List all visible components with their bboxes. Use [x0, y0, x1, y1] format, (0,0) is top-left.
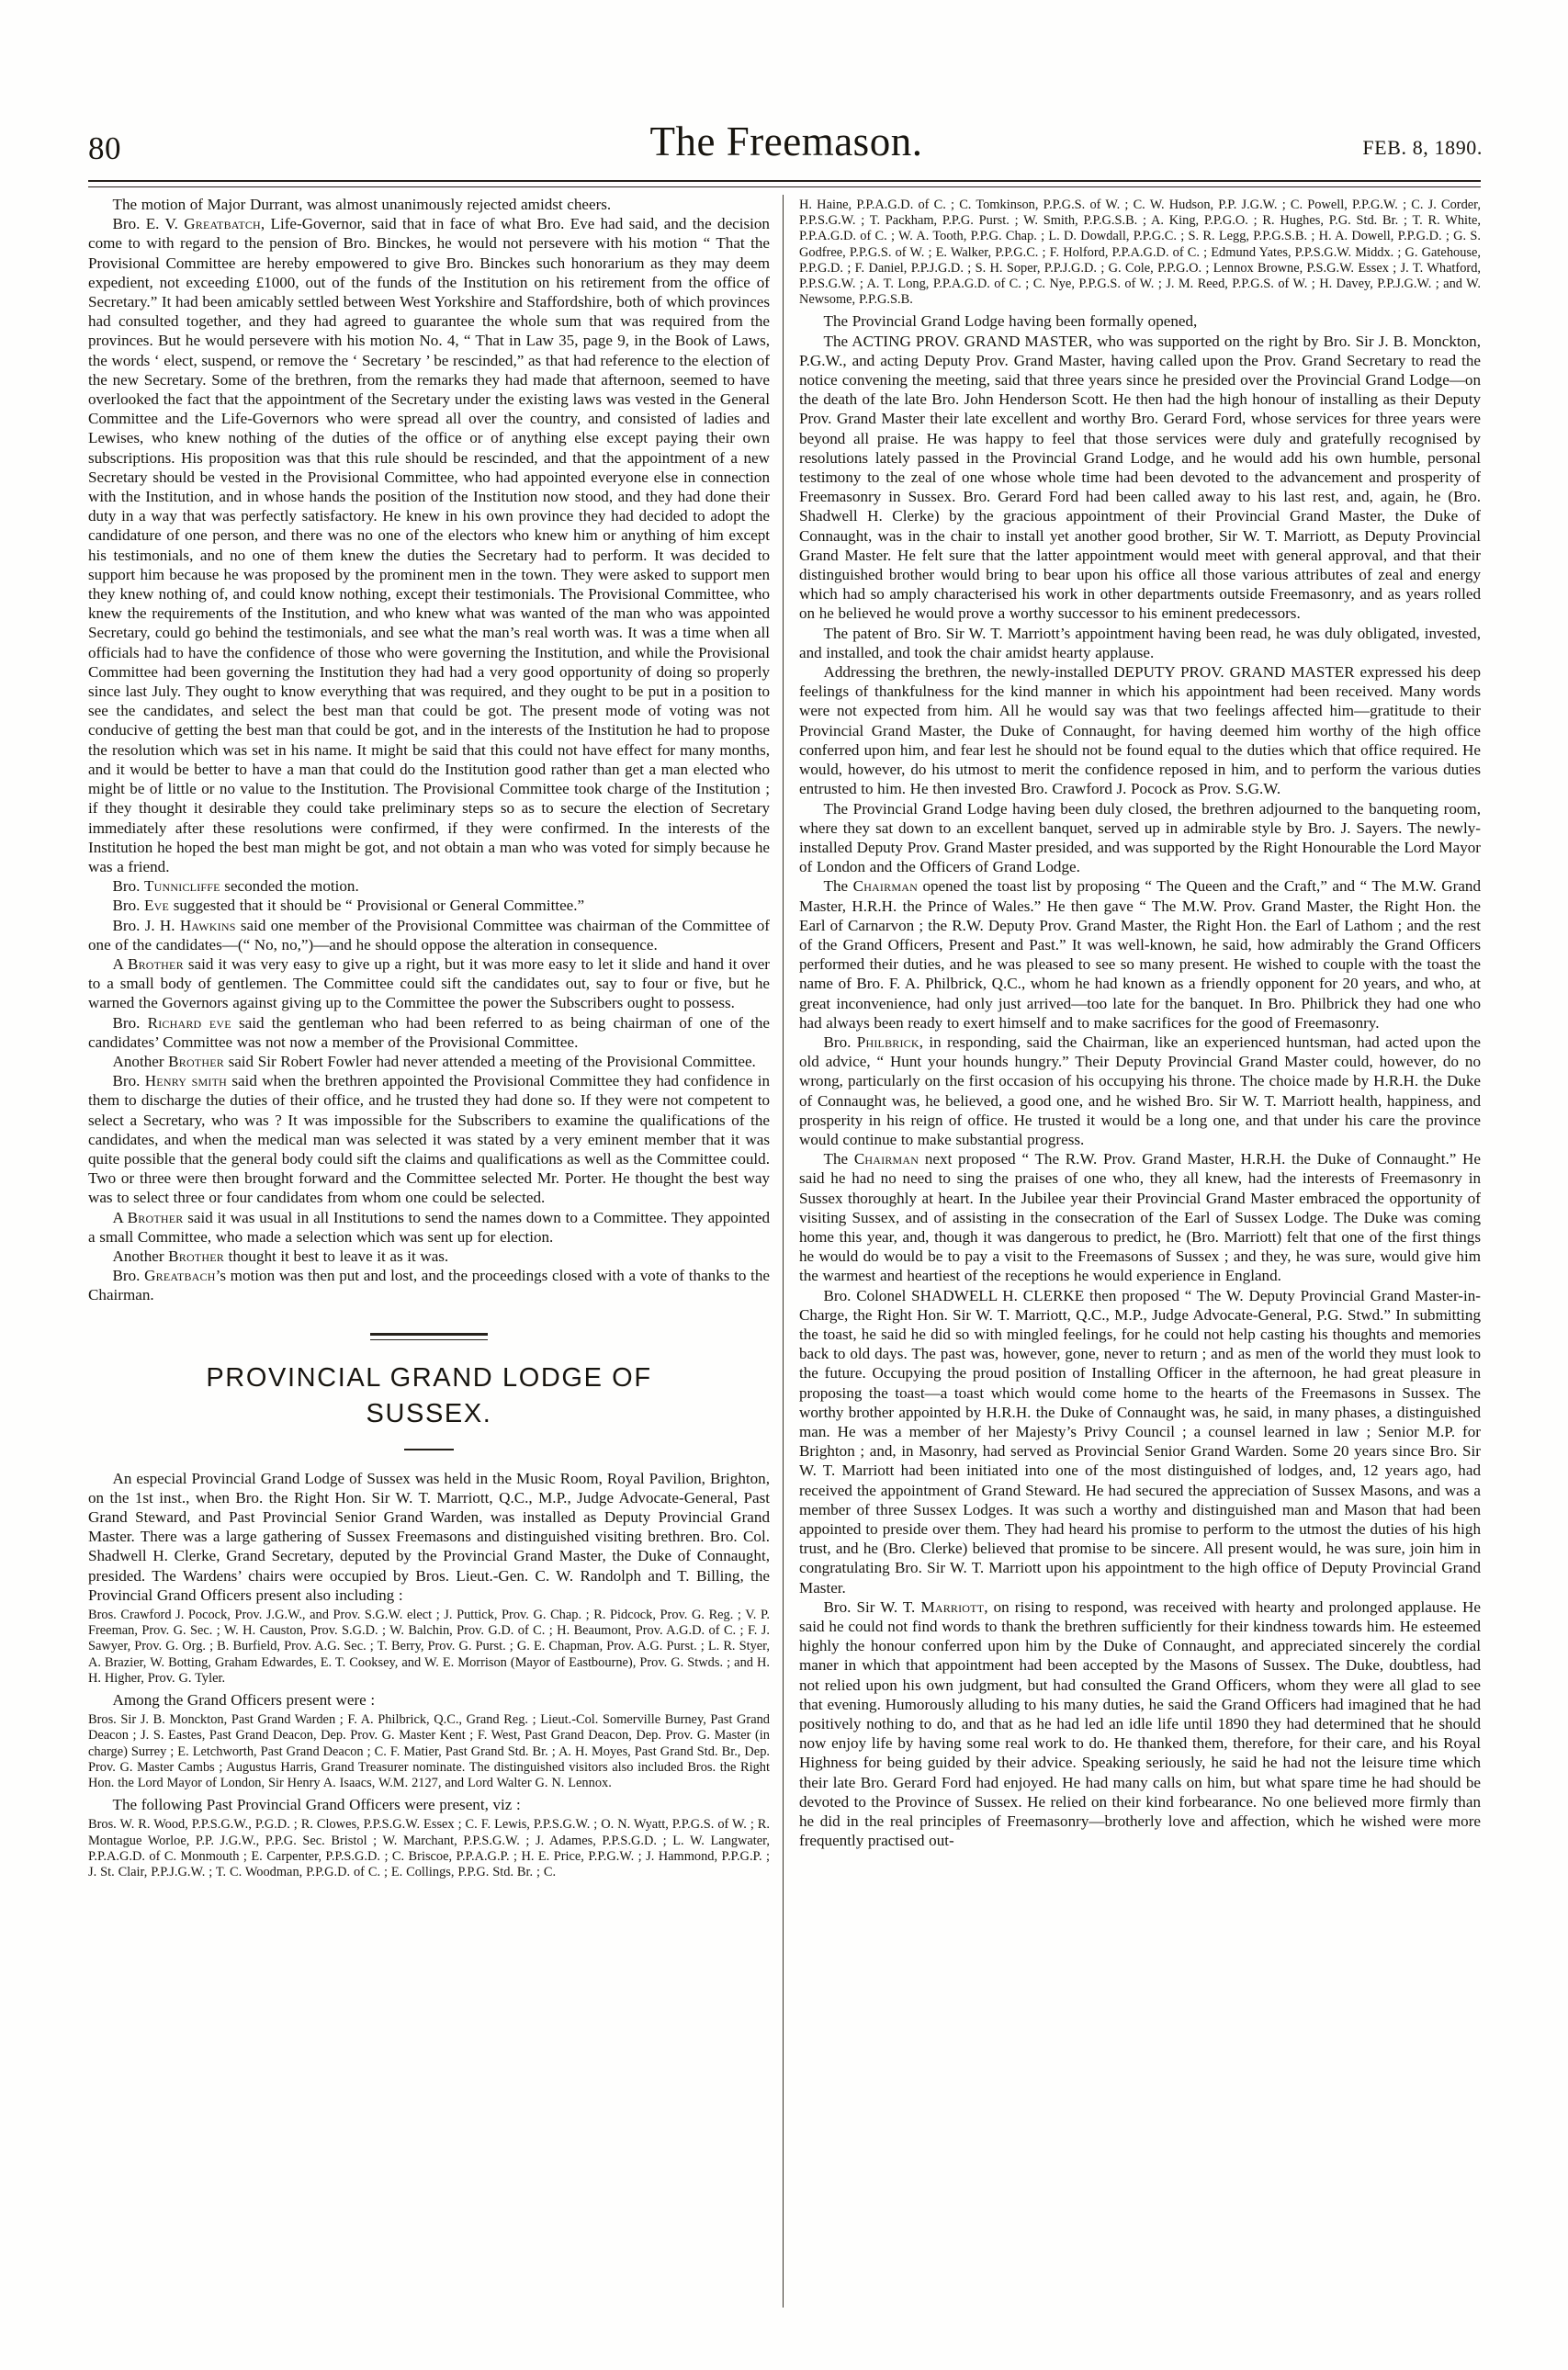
subheading-grand-officers: Among the Grand Officers present were :	[112, 1691, 376, 1710]
paragraph: The motion of Major Durrant, was almost unanimously rejected amidst cheers.	[112, 196, 612, 213]
paragraph: Bro. Greatbach’s motion was then put and lost, and the proceedings closed with a vote of thanks to the Chairman.	[88, 1267, 770, 1304]
paragraph: The Chairman opened the toast list by proposing “ The Queen and the Craft,” and “ The M.W. Grand Master, H.R.H. the Prince of Wales.” He then gave “ The M.W. Prov. Grand Master, the Right Hon. the Earl of Carnarvon ; the R.W. Deputy Prov. Grand Master, the Right Hon. the Earl of Lathom ; and the rest of the Grand Officers, Present and Past.” It was well-known, he said, how admirably the Grand Officers performed their duties, and he was pleased to see so many present. He wished to couple with the toast the name of Bro. F. A. Philbrick, Q.C., whom he had known as a friendly opponent for 20 years, and who, at great inconvenience, had only just arrived—too late for the banquet. In Bro. Philbrick they had one who had always been ready to exert himself and to make sacrifices for the good of Freemasonry.	[799, 877, 1481, 1032]
paragraph: Bro. Tunnicliffe seconded the motion.	[112, 877, 359, 896]
paragraph: Bro. Colonel SHADWELL H. CLERKE then proposed “ The W. Deputy Provincial Grand Master-in-Charge, the Right Hon. Sir W. T. Marriott, Q.C., M.P., Judge Advocate-General, P.G. Stwd.” In submitting the toast, he said he did so with mingled feelings, for he could not help casting his thoughts and memories back to old days. The past was, however, gone, never to return ; and as men of the world they must look to the future. Occupying the proud position of Installing Officer in the afternoon, he had great pleasure in proposing the toast—a toast which would come home to the hearts of the Freemasons in Sussex. The worthy brother appointed by H.R.H. the Duke of Connaught was, he said, in many phases, a distinguished man. He was a member of her Majesty’s Privy Council ; a counsel learned in law ; Senior M.P. for Brighton ; and, in Masonry, had served as Provincial Senior Grand Warden. Some 20 years since Bro. Sir W. T. Marriott had been initiated into one of the most distinguished of lodges, and, 12 years ago, had received the appointment of Grand Steward. He had secured the appreciation of Sussex Masons, and was a member of three Sussex Lodges. It was such a worthy and distinguished man and Mason that had been appointed to preside over them. They had heard his promise to perform to the utmost the duties of his high trust, and he (Bro. Clerke) believed that promise to be sincere. All present would, he was sure, join him in congratulating Bro. Sir W. T. Marriott upon his appointment to the high office of Deputy Provincial Grand Master.	[799, 1286, 1481, 1597]
section-heading	[88, 1360, 770, 1432]
paragraph: Addressing the brethren, the newly-installed DEPUTY PROV. GRAND MASTER expressed his deep feelings of thankfulness for the kind manner in which his appointment had been received. Many words were not expected from him. All he would say was that two feelings affected him—gratitude to their Provincial Grand Master, the Duke of Connaught, for having deemed him worthy of the high office conferred upon him, and fear lest he should not be found equal to the duties which that office required. He would, however, do his utmost to merit the confidence reposed in him, and to perform the various duties entrusted to him. He then invested Bro. Crawford J. Pocock as Prov. S.G.W.	[799, 663, 1481, 798]
section-intro-paragraph: An especial Provincial Grand Lodge of Sussex was held in the Music Room, Royal Pavilion, Brighton, on the 1st inst., when Bro. the Right Hon. Sir W. T. Marriott, Q.C., M.P., Judge Advocate-General, Past Grand Steward, and Past Provincial Senior Grand Warden, was installed as Deputy Provincial Grand Master. There was a large gathering of Sussex Freemasons and distinguished visiting brethren. Bro. Col. Shadwell H. Clerke, Grand Secretary, deputed by the Provincial Grand Master, the Duke of Connaught, presided. The Wardens’ chairs were occupied by Bros. Lieut.-Gen. C. W. Randolph and T. Billing, the Provincial Grand Officers present also including :	[88, 1469, 770, 1604]
masthead-rule	[88, 180, 1481, 187]
paragraph: The patent of Bro. Sir W. T. Marriott’s appointment having been read, he was duly obligated, invested, and installed, and took the chair amidst hearty applause.	[799, 624, 1481, 661]
paragraph: Bro. Richard eve said the gentleman who had been referred to as being chairman of one of the candidates’ Committee was not now a member of the Provisional Committee.	[88, 1013, 770, 1051]
section-divider-rule	[370, 1333, 488, 1340]
paragraph: A Brother said it was very easy to give up a right, but it was more easy to let it slide and hand it over to a small body of gentlemen. The Committee could sift the candidates out, say to four or five, but he warned the Governors against giving up to the Committee the power the Subscribers ought to possess.	[88, 954, 770, 1012]
column-divider	[783, 195, 784, 2308]
paragraph: The Provincial Grand Lodge having been formally opened,	[823, 312, 1198, 331]
section-heading-line-2: SUSSEX.	[366, 1398, 492, 1428]
paragraph: Bro. Sir W. T. Marriott, on rising to respond, was received with hearty and prolonged applause. He said he could not find words to thank the brethren sufficiently for their kindness towards him. He esteemed highly the honour conferred upon him by the Duke of Connaught, and appreciated sincerely the cordial maner in which that appointment had been accepted by the Masons of Sussex. The Duke, doubtless, had not relied upon his own judgment, but had consulted the Grand Officers, whom they were all glad to see that evening. Humorously alluding to his many duties, he said the Grand Officers had imagined that he had positively nothing to do, and that as he had led an idle life until 1890 they had determined that he should now enjoy life by having some real work to do. He thanked them, therefore, for their care, and his Royal Highness for being guided by their advice. Speaking seriously, he said he had not the leisure time which their late Bro. Gerard Ford had enjoyed. He had many calls on him, but what spare time he had should be devoted to the Province of Sussex. He relied on their kind forbearance. No one believed more firmly than he did in the real principles of Freemasonry—brotherly love and affection, which he wished were more frequently practised out-	[799, 1597, 1481, 1850]
officers-list-past-provincial: Bros. W. R. Wood, P.P.S.G.W., P.G.D. ; R. Clowes, P.P.S.G.W. Essex ; C. F. Lewis, P.P.S.G.W. ; O. N. Wyatt, P.P.G.S. of W. ; R. Montague Worloe, P.P. J.G.W., P.P.G. Sec. Bristol ; W. Marchant, P.P.S.G.W. ; J. Adames, P.P.S.G.D. ; L. W. Langwater, P.P.A.G.D. of C. Monmouth ; E. Carpenter, P.P.S.G.D. ; C. Briscoe, P.P.A.G.P. ; H. E. Price, P.P.G.W. ; J. Hammond, P.P.G.P. ; J. St. Clair, P.P.J.G.W. ; T. C. Woodman, P.P.G.D. of C. ; E. Collings, P.P.G. Std. Br. ; C.	[88, 1817, 770, 1880]
paragraph: Another Brother thought it best to leave it as it was.	[112, 1247, 449, 1265]
paper-title: The Freemason.	[649, 118, 923, 164]
officers-list-continued: H. Haine, P.P.A.G.D. of C. ; C. Tomkinson, P.P.G.S. of W. ; C. W. Hudson, P.P. J.G.W. ; C. Powell, P.P.G.W. ; C. J. Corder, P.P.S.G.W. ; T. Packham, P.P.G. Purst. ; W. Smith, P.P.G.S.B. ; A. King, P.P.G.O. ; R. Hughes, P.G. Std. Br. ; T. R. White, P.P.A.G.D. of C. ; W. A. Tooth, P.P.G. Chap. ; L. D. Dowdall, P.P.G.C. ; S. R. Legg, P.P.G.S.B. ; H. A. Dowell, P.P.G.D. ; G. S. Godfree, P.P.G.S. of W. ; E. Walker, P.P.G.C. ; F. Holford, P.P.A.G.D. of C. ; Edmund Yates, P.P.S.G.W. Middx. ; G. Gatehouse, P.P.G.D. ; F. Daniel, P.P.J.G.D. ; S. H. Soper, P.P.J.G.D. ; G. Cole, P.P.G.O. ; Lennox Browne, P.S.G.W. Essex ; J. T. Whatford, P.P.S.G.W. ; A. T. Long, P.P.A.G.D. of C. ; C. Nye, P.P.G.S. of W. ; J. M. Reed, P.P.G.S. of W. ; H. Davey, P.P.J.G.W. ; and W. Newsome, P.P.G.S.B.	[799, 198, 1481, 308]
subheading-past-officers: The following Past Provincial Grand Officers were present, viz :	[112, 1796, 521, 1814]
section-heading-line-1: PROVINCIAL GRAND LODGE OF	[206, 1362, 652, 1393]
right-column	[799, 195, 1481, 2335]
officers-list-grand: Bros. Sir J. B. Monckton, Past Grand Warden ; F. A. Philbrick, Q.C., Grand Reg. ; Lieut.-Col. Somerville Burney, Past Grand Deacon ; J. S. Eastes, Past Grand Deacon, Dep. Prov. G. Master Kent ; F. West, Past Grand Deacon, Dep. Prov. G. Master (in charge) Surrey ; E. Letchworth, Past Grand Deacon ; C. F. Matier, Past Grand Std. Br. ; A. H. Moyes, Past Grand Std. Br., Dep. Prov. G. Master Cambs ; Augustus Harris, Grand Treasurer nominate. The distinguished visitors also included Bros. the Right Hon. the Lord Mayor of London, Sir Henry A. Isaacs, W.M. 2127, and Lord Walter G. N. Lennox.	[88, 1712, 770, 1791]
issue-date: FEB. 8, 1890.	[1362, 136, 1483, 159]
paragraph: A Brother said it was usual in all Institutions to send the names down to a Committee. They appointed a small Committee, who made a selection which was sent up for election.	[88, 1208, 770, 1246]
paragraph: The Provincial Grand Lodge having been duly closed, the brethren adjourned to the banqueting room, where they sat down to an excellent banquet, served up in admirable style by Bro. J. Sayers. The newly-installed Deputy Prov. Grand Master presided, and was supported by the Right Honourable the Lord Mayor of London and the Officers of Grand Lodge.	[799, 799, 1481, 876]
body-columns	[88, 195, 1481, 2335]
left-column	[88, 195, 770, 2335]
paragraph: Bro. E. V. Greatbatch, Life-Governor, said that in face of what Bro. Eve had said, and the decision come to with regard to the pension of Bro. Binckes, he would not persevere with his motion “ That the Provisional Committee are hereby empowered to give Bro. Binckes such honorarium as they may deem expedient, not exceeding £1000, out of the funds of the Institution on his retirement from the office of Secretary.” It had been amicably settled between West Yorkshire and Staffordshire, both of which provinces had consulted together, and they had agreed to guarantee the whole sum that was required from the provinces. But he would persevere with his motion No. 4, “ That in Law 35, page 9, in the Book of Laws, the words ‘ elect, suspend, or remove the ‘ Secretary ’ be rescinded,” as that had reference to the election of the new Secretary. Some of the brethren, from the remarks they had made that afternoon, seemed to have overlooked the fact that the appointment of the Secretary under the existing laws was vested in the General Committee and the Life-Governors who were spread all over the country, and consisted of ladies and Lewises, who knew nothing of the duties of the office or of anything else except paying their own subscriptions. His proposition was that this rule should be rescinded, and that the appointment of a new Secretary should be vested in the Provisional Committee, who had appointed everyone else in connection with the Institution, and in whose hands the position of the Institution now stood, and they had done their duty in a way that was perfectly satisfactory. He knew in his own province they had decided to adopt the candidature of one person, and there was no one of the electors who knew him or anything of him except his testimonials, and no one of them knew the duties the Secretary had to perform. It was decided to support him because he was proposed by the prominent men in the town. They were asked to support men they knew nothing of, and could know nothing, except their testimonials. The Provisional Committee, who knew the requirements of the Institution, and who knew what was wanted of the man who was appointed Secretary, could go behind the testimonials, and see what the man’s real worth was. It was a time when all officials had to have the confidence of those who were governing the Institution, and while the Provisional Committee had been governing the Institution they had had a very good opportunity of doing so properly since last July. They ought to know everything that was required, and they ought to be put in a position to see the candidates, and select the best man that could be got. The present mode of voting was not conducive of getting the best man that could be got, and in the interests of the Institution he had to propose the resolution which was set in his name. It might be said that this could not have effect for many months, and it would be better to have a man that could do the Institution good rather than get a man elected who might be of little or no value to the Institution. The Provisional Committee took charge of the Institution ; if they thought it desirable they could take preliminary steps so as to secure the election of Secretary immediately after these resolutions were confirmed, if they were confirmed. In the interests of the Institution he hoped the best man might be got, and not obtain a man who was voted for simply because he was a friend.	[88, 215, 770, 875]
page-number: 80	[88, 130, 121, 166]
section-underline-rule	[404, 1449, 454, 1450]
paragraph: The Chairman next proposed “ The R.W. Prov. Grand Master, H.R.H. the Duke of Connaught.” He said he had no need to sing the praises of one who, they all knew, had the interests of Freemasonry in Sussex thoroughly at heart. In the Jubilee year their Provincial Grand Master embraced the opportunity of visiting Sussex, and of assisting in the consecration of the Earl of Sussex Lodge. The Duke was coming home this year, and, though it was dangerous to predict, he (Bro. Marriott) felt that one of the first things he would do would be to pay a visit to the Freemasons of Sussex ; and they, he was sure, would give him the warmest and heartiest of the receptions he would experience in England.	[799, 1150, 1481, 1285]
paragraph: Bro. Philbrick, in responding, said the Chairman, like an experienced huntsman, had acted upon the old advice, “ Hunt your hounds hungry.” Their Deputy Provincial Grand Master could, however, do no wrong, particularly on the first occasion of his occupying his throne. The choice made by H.R.H. the Duke of Connaught was, he believed, a good one, and he wished Bro. Sir W. T. Marriott health, happiness, and prosperity in his reign of office. He trusted it would be a long one, and that under his care the province would continue to make substantial progress.	[799, 1033, 1481, 1148]
officers-list-provincial: Bros. Crawford J. Pocock, Prov. J.G.W., and Prov. S.G.W. elect ; J. Puttick, Prov. G. Chap. ; R. Pidcock, Prov. G. Reg. ; V. P. Freeman, Prov. G. Sec. ; W. H. Causton, Prov. S.G.D. ; W. Balchin, Prov. G.D. of C. ; H. Beaumont, Prov. A.G.D. of C. ; F. J. Sawyer, Prov. G. Org. ; B. Burfield, Prov. A.G. Sec. ; T. Berry, Prov. G. Purst. ; G. E. Chapman, Prov. A.G. Purst. ; L. R. Styer, A. Brazier, W. Botting, Graham Edwardes, E. T. Cooksey, and W. E. Morrison (Mayor of Eastbourne), Prov. G. Stwds. ; and H. H. Higher, Prov. G. Tyler.	[88, 1608, 770, 1686]
paragraph: Bro. Eve suggested that it should be “ Provisional or General Committee.”	[112, 897, 585, 915]
masthead	[88, 118, 1484, 184]
paragraph: The ACTING PROV. GRAND MASTER, who was supported on the right by Bro. Sir J. B. Monckton, P.G.W., and acting Deputy Prov. Grand Master, having called upon the Prov. Grand Secretary to read the notice convening the meeting, said that three years since he presided over the Provincial Grand Lodge—on the death of the late Bro. John Henderson Scott. He then had the high honour of installing as their Deputy Prov. Grand Master their late excellent and worthy Bro. Gerard Ford, whose services for three years were beyond all praise. He was happy to feel that those services were duly and gratefully recognised by resolutions lately passed in the Provincial Grand Lodge, and he would add his own humble, personal testimony to the zeal of one whose whole time had been devoted to the advancement and prosperity of Freemasonry in Sussex. Bro. Gerard Ford had been called away to his last rest, and, again, he (Bro. Shadwell H. Clerke) by the gracious appointment of their Provincial Grand Master, the Duke of Connaught, was in the chair to install yet another good brother, Sir W. T. Marriott, as Deputy Provincial Grand Master. He felt sure that the latter appointment would meet with general approval, and that their distinguished brother would bring to bear upon his office all those various attributes of zeal and energy which had so amply characterised his work in other departments outside Freemasonry, and as years rolled on he believed he would prove a worthy successor to his eminent predecessors.	[799, 332, 1481, 623]
paragraph: Bro. J. H. Hawkins said one member of the Provisional Committee was chairman of the Committee of one of the candidates—(“ No, no,”)—and he should oppose the alteration in consequence.	[88, 916, 770, 954]
paragraph: Bro. Henry smith said when the brethren appointed the Provisional Committee they had confidence in them to discharge the duties of their office, and he trusted they had done so. If they were not competent to select a Secretary, who was ? It was impossible for the Subscribers to examine the qualifications of the candidates, and when the medical man was selected it was stated by a very eminent member that it was quite possible that the general body could sift the claims and qualifications as well as the Committee could. Two or three were then brought forward and the Committee selected Mr. Porter. He thought the best way was to select three or four candidates from whom one could be selected.	[88, 1072, 770, 1207]
paragraph: Another Brother said Sir Robert Fowler had never attended a meeting of the Provisional Committee.	[112, 1052, 756, 1070]
